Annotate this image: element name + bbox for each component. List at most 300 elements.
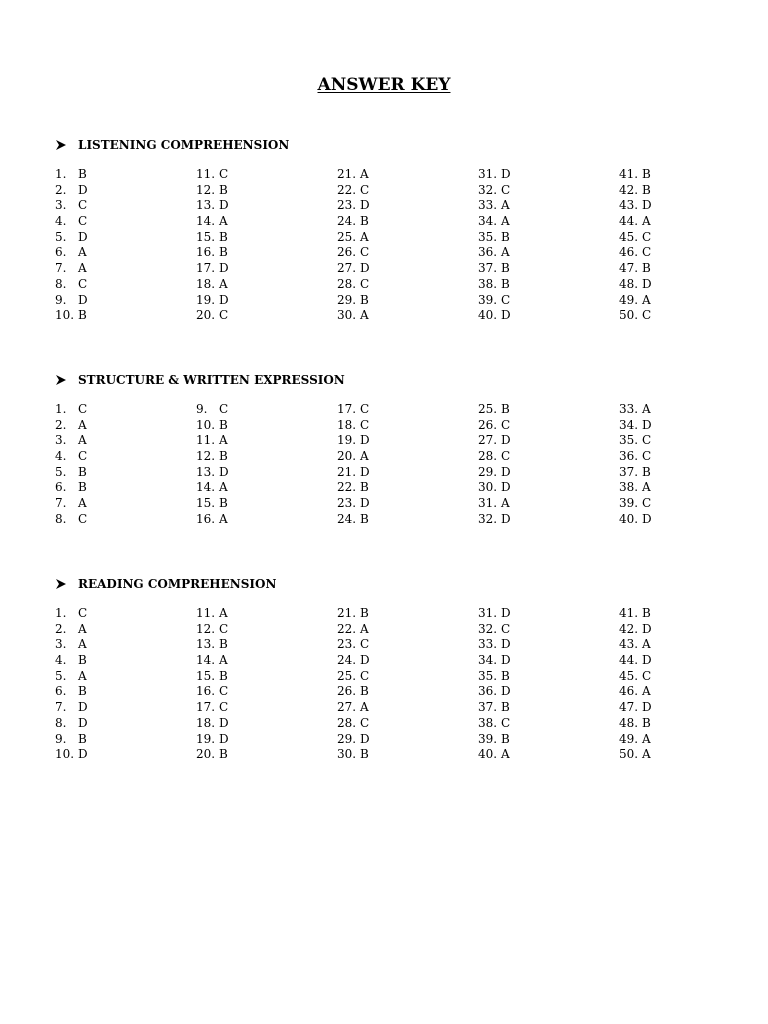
answer-letter: B <box>360 684 369 699</box>
answer-item <box>196 668 228 685</box>
question-number: 16. <box>196 245 216 260</box>
answer-letter: D <box>78 747 88 762</box>
question-number: 11. <box>196 433 216 448</box>
answer-letter: D <box>501 511 511 526</box>
answer-letter: A <box>642 731 651 746</box>
answer-letter: B <box>360 606 369 620</box>
answer-item <box>478 700 510 716</box>
answer-item <box>478 684 511 700</box>
question-number: 4. <box>55 653 67 668</box>
answer-item <box>55 229 88 246</box>
answer-letter: D <box>501 653 511 668</box>
answer-item <box>337 182 370 199</box>
page-title: ANSWER KEY <box>317 75 451 95</box>
question-number: 1. <box>55 167 67 181</box>
answer-item <box>478 464 511 481</box>
answer-item <box>55 606 88 622</box>
question-number: 12. <box>196 449 216 464</box>
answer-item <box>196 229 228 246</box>
answer-letter: D <box>219 464 229 479</box>
answer-letter: B <box>501 731 510 746</box>
arrow-bullet-icon <box>55 139 67 151</box>
answer-letter: A <box>642 402 651 416</box>
question-number: 29. <box>478 464 498 479</box>
answer-letter: A <box>219 480 228 495</box>
answer-item <box>337 653 370 669</box>
question-number: 4. <box>55 449 67 464</box>
answer-letter: B <box>642 464 651 479</box>
question-number: 43. <box>619 637 639 652</box>
answer-letter: D <box>78 715 88 730</box>
answer-letter: A <box>642 747 651 762</box>
answer-letter: C <box>78 606 88 620</box>
question-number: 9. <box>55 731 67 746</box>
answer-item <box>55 496 87 512</box>
question-number: 42. <box>619 621 639 636</box>
answer-item <box>337 496 370 512</box>
answer-letter: C <box>360 182 370 197</box>
answer-item <box>337 480 369 496</box>
question-number: 31. <box>478 606 498 620</box>
answer-item <box>478 261 510 277</box>
question-number: 9. <box>196 402 208 416</box>
answer-item <box>55 449 88 465</box>
answer-letter: A <box>219 653 228 668</box>
answer-letter: A <box>78 668 87 683</box>
answer-item <box>337 449 369 465</box>
answer-item <box>619 606 651 622</box>
answer-item <box>55 480 87 496</box>
question-number: 1. <box>55 402 67 416</box>
answer-letter: D <box>642 621 652 636</box>
answer-item <box>196 182 228 199</box>
question-number: 14. <box>196 214 216 229</box>
question-number: 1. <box>55 606 67 620</box>
question-number: 6. <box>55 684 67 699</box>
question-number: 2. <box>55 417 67 432</box>
answer-letter: D <box>642 511 652 526</box>
answer-letter: D <box>78 292 88 307</box>
answer-column <box>478 606 511 763</box>
question-number: 35. <box>478 668 498 683</box>
question-number: 18. <box>337 417 357 432</box>
question-number: 28. <box>337 276 357 291</box>
answer-letter: D <box>360 731 370 746</box>
question-number: 19. <box>196 292 216 307</box>
answer-item <box>196 464 229 481</box>
answer-item <box>196 276 228 293</box>
answer-item <box>55 511 88 528</box>
answer-item <box>619 245 652 261</box>
answer-item <box>619 276 652 293</box>
answer-item <box>619 653 652 669</box>
answer-item <box>478 198 510 214</box>
answer-item <box>478 229 510 246</box>
question-number: 24. <box>337 653 357 668</box>
question-number: 42. <box>619 182 639 197</box>
answer-item <box>196 214 228 230</box>
answer-item <box>619 292 651 309</box>
question-number: 11. <box>196 606 216 620</box>
answer-item <box>337 198 370 214</box>
answer-letter: D <box>360 496 370 511</box>
answer-item <box>337 261 370 277</box>
answer-letter: B <box>642 715 651 730</box>
section-heading-text: READING COMPREHENSION <box>78 577 277 591</box>
answer-item <box>478 402 510 418</box>
answer-item <box>619 511 652 528</box>
question-number: 26. <box>337 684 357 699</box>
answer-item <box>478 637 511 653</box>
question-number: 46. <box>619 245 639 260</box>
question-number: 32. <box>478 511 498 526</box>
question-number: 47. <box>619 700 639 715</box>
question-number: 40. <box>478 308 498 323</box>
answer-item <box>337 731 370 748</box>
answer-item <box>619 214 651 230</box>
answer-letter: C <box>501 417 511 432</box>
answer-item <box>619 747 651 763</box>
question-number: 31. <box>478 496 498 511</box>
question-number: 20. <box>196 308 216 323</box>
answer-item <box>196 511 228 528</box>
answer-item <box>55 715 88 732</box>
answer-item <box>619 198 652 214</box>
question-number: 17. <box>196 261 216 276</box>
answer-item <box>619 229 652 246</box>
question-number: 50. <box>619 308 639 323</box>
answer-letter: B <box>219 449 228 464</box>
question-number: 14. <box>196 480 216 495</box>
answer-column <box>196 402 229 528</box>
answer-item <box>478 276 510 293</box>
question-number: 5. <box>55 464 67 479</box>
answer-letter: B <box>219 245 228 260</box>
answer-item <box>478 747 510 763</box>
answer-item <box>337 715 370 732</box>
answer-item <box>478 480 511 496</box>
answer-column <box>619 402 652 528</box>
answer-letter: C <box>642 668 652 683</box>
question-number: 22. <box>337 182 357 197</box>
answer-item <box>619 637 651 653</box>
question-number: 37. <box>478 700 498 715</box>
answer-item <box>55 214 88 230</box>
arrow-bullet-icon <box>55 374 67 386</box>
question-number: 32. <box>478 182 498 197</box>
answer-letter: C <box>78 198 88 213</box>
question-number: 11. <box>196 167 216 181</box>
answer-letter: C <box>78 511 88 526</box>
question-number: 5. <box>55 229 67 244</box>
answer-item <box>337 276 370 293</box>
answer-item <box>196 402 229 418</box>
question-number: 19. <box>337 433 357 448</box>
answer-letter: B <box>78 167 87 181</box>
answer-letter: A <box>78 496 87 511</box>
question-number: 38. <box>478 276 498 291</box>
answer-item <box>478 731 510 748</box>
arrow-bullet-icon <box>55 578 67 590</box>
answer-item <box>55 292 88 309</box>
answer-item <box>55 308 87 324</box>
answer-item <box>55 245 87 261</box>
answer-item <box>337 637 370 653</box>
question-number: 22. <box>337 621 357 636</box>
answer-item <box>55 668 87 685</box>
section-heading <box>55 372 345 388</box>
answer-letter: B <box>360 480 369 495</box>
answer-letter: A <box>360 621 369 636</box>
question-number: 45. <box>619 668 639 683</box>
question-number: 35. <box>619 433 639 448</box>
question-number: 28. <box>337 715 357 730</box>
question-number: 3. <box>55 433 67 448</box>
answer-item <box>478 606 511 622</box>
answer-letter: A <box>642 637 651 652</box>
question-number: 50. <box>619 747 639 762</box>
answer-item <box>55 621 87 638</box>
answer-letter: C <box>501 449 511 464</box>
answer-column <box>478 402 511 528</box>
answer-item <box>196 747 228 763</box>
answer-item <box>619 261 651 277</box>
answer-letter: C <box>501 715 511 730</box>
answer-letter: B <box>360 747 369 762</box>
answer-item <box>55 198 88 214</box>
question-number: 2. <box>55 621 67 636</box>
answer-column <box>196 167 229 324</box>
answer-item <box>337 417 370 434</box>
question-number: 3. <box>55 637 67 652</box>
question-number: 36. <box>478 684 498 699</box>
answer-item <box>619 182 651 199</box>
answer-letter: A <box>501 496 510 511</box>
question-number: 48. <box>619 715 639 730</box>
question-number: 44. <box>619 214 639 229</box>
answer-letter: C <box>360 402 370 416</box>
answer-item <box>196 417 228 434</box>
answer-letter: C <box>78 276 88 291</box>
question-number: 15. <box>196 668 216 683</box>
question-number: 39. <box>478 731 498 746</box>
answer-item <box>196 449 228 465</box>
question-number: 38. <box>478 715 498 730</box>
answer-item <box>619 449 652 465</box>
answer-item <box>196 292 229 309</box>
answer-item <box>55 167 87 183</box>
answer-item <box>55 700 88 716</box>
question-number: 18. <box>196 276 216 291</box>
question-number: 23. <box>337 496 357 511</box>
question-number: 24. <box>337 511 357 526</box>
answer-letter: A <box>642 480 651 495</box>
answer-column <box>55 167 88 324</box>
answer-letter: B <box>501 229 510 244</box>
answer-letter: D <box>642 653 652 668</box>
answer-item <box>478 214 510 230</box>
question-number: 9. <box>55 292 67 307</box>
question-number: 2. <box>55 182 67 197</box>
answer-letter: C <box>219 700 229 715</box>
answer-item <box>619 433 652 449</box>
answer-item <box>619 731 651 748</box>
answer-item <box>619 668 652 685</box>
question-number: 33. <box>478 637 498 652</box>
answer-letter: A <box>78 433 87 448</box>
answer-item <box>55 464 87 481</box>
answer-letter: A <box>219 433 228 448</box>
answer-letter: C <box>219 402 229 416</box>
answer-letter: B <box>219 229 228 244</box>
answer-column <box>619 167 652 324</box>
section-heading-text: LISTENING COMPREHENSION <box>78 138 290 152</box>
answer-letter: C <box>78 402 88 416</box>
answer-item <box>337 245 370 261</box>
question-number: 6. <box>55 245 67 260</box>
answer-item <box>619 684 651 700</box>
answer-letter: D <box>219 715 229 730</box>
answer-letter: A <box>219 276 228 291</box>
question-number: 29. <box>337 292 357 307</box>
answer-item <box>478 182 511 199</box>
answer-item <box>478 308 511 324</box>
answer-item <box>478 621 511 638</box>
question-number: 12. <box>196 621 216 636</box>
answer-item <box>478 292 511 309</box>
question-number: 3. <box>55 198 67 213</box>
question-number: 37. <box>478 261 498 276</box>
answer-item <box>196 167 229 183</box>
answer-letter: B <box>78 731 87 746</box>
answer-letter: C <box>219 308 229 323</box>
answer-item <box>55 653 87 669</box>
answer-letter: C <box>78 449 88 464</box>
answer-item <box>478 511 511 528</box>
answer-letter: A <box>78 621 87 636</box>
answer-letter: D <box>360 653 370 668</box>
answer-letter: B <box>219 182 228 197</box>
answer-item <box>196 198 229 214</box>
answer-letter: A <box>78 417 87 432</box>
question-number: 22. <box>337 480 357 495</box>
answer-letter: D <box>501 637 511 652</box>
answer-letter: D <box>501 480 511 495</box>
question-number: 39. <box>619 496 639 511</box>
answer-letter: D <box>642 276 652 291</box>
answer-letter: B <box>501 276 510 291</box>
answer-item <box>196 700 229 716</box>
answer-letter: C <box>360 276 370 291</box>
question-number: 40. <box>478 747 498 762</box>
answer-letter: C <box>501 621 511 636</box>
answer-item <box>196 606 228 622</box>
answer-item <box>196 261 229 277</box>
answer-item <box>55 261 87 277</box>
question-number: 17. <box>196 700 216 715</box>
question-number: 6. <box>55 480 67 495</box>
answer-item <box>337 668 370 685</box>
answer-letter: B <box>642 261 651 276</box>
answer-item <box>55 637 87 653</box>
question-number: 10. <box>55 308 75 323</box>
answer-column <box>196 606 229 763</box>
answer-letter: B <box>219 747 228 762</box>
question-number: 24. <box>337 214 357 229</box>
question-number: 30. <box>337 747 357 762</box>
answer-letter: D <box>501 606 511 620</box>
question-number: 34. <box>478 214 498 229</box>
question-number: 15. <box>196 229 216 244</box>
answer-letter: D <box>501 684 511 699</box>
answer-letter: B <box>642 182 651 197</box>
question-number: 45. <box>619 229 639 244</box>
answer-letter: B <box>78 684 87 699</box>
answer-letter: C <box>78 214 88 229</box>
question-number: 27. <box>337 261 357 276</box>
question-number: 31. <box>478 167 498 181</box>
answer-letter: D <box>360 433 370 448</box>
question-number: 34. <box>619 417 639 432</box>
question-number: 8. <box>55 276 67 291</box>
question-number: 7. <box>55 700 67 715</box>
answer-item <box>478 433 511 449</box>
answer-letter: A <box>219 511 228 526</box>
question-number: 10. <box>55 747 75 762</box>
answer-item <box>337 700 369 716</box>
answer-item <box>55 684 87 700</box>
answer-letter: D <box>642 417 652 432</box>
question-number: 25. <box>337 229 357 244</box>
answer-letter: A <box>78 245 87 260</box>
question-number: 27. <box>337 700 357 715</box>
answer-item <box>619 496 652 512</box>
answer-letter: B <box>501 700 510 715</box>
question-number: 34. <box>478 653 498 668</box>
answer-letter: D <box>642 198 652 213</box>
answer-item <box>337 433 370 449</box>
question-number: 48. <box>619 276 639 291</box>
answer-letter: D <box>78 182 88 197</box>
answer-letter: A <box>642 214 651 229</box>
answer-item <box>337 292 369 309</box>
answer-letter: C <box>642 245 652 260</box>
question-number: 12. <box>196 182 216 197</box>
answer-item <box>619 700 652 716</box>
answer-item <box>337 402 370 418</box>
section-heading <box>55 576 276 592</box>
answer-item <box>619 308 652 324</box>
answer-letter: D <box>219 198 229 213</box>
answer-letter: A <box>360 449 369 464</box>
question-number: 16. <box>196 511 216 526</box>
question-number: 39. <box>478 292 498 307</box>
question-number: 13. <box>196 198 216 213</box>
question-number: 13. <box>196 637 216 652</box>
answer-item <box>619 417 652 434</box>
answer-letter: C <box>360 417 370 432</box>
answer-item <box>196 731 229 748</box>
answer-letter: A <box>360 167 369 181</box>
answer-item <box>478 496 510 512</box>
answer-letter: B <box>219 668 228 683</box>
question-number: 43. <box>619 198 639 213</box>
question-number: 28. <box>478 449 498 464</box>
answer-item <box>196 480 228 496</box>
answer-letter: D <box>219 261 229 276</box>
answer-item <box>55 417 87 434</box>
answer-item <box>478 668 510 685</box>
